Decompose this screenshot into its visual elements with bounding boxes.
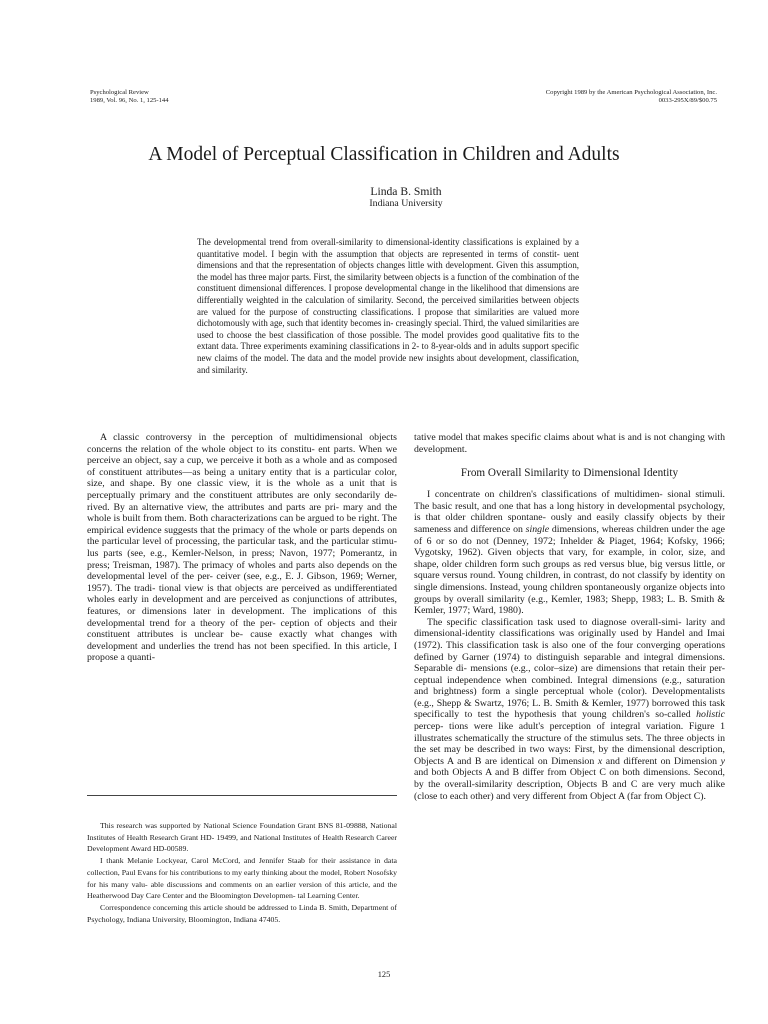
abstract-line: creasingly special. Third, the valued similarities are used to choose the best classification of those [197,318,579,340]
abstract-line: propose that similarities are valued more dichotomously with age, such that identity becomes in- [197,306,580,329]
italic-variable: y [720,755,725,767]
abstract-line: uent dimensions and that the representation of objects changes little with development. Given this [197,248,580,271]
footnote-divider [87,795,397,796]
abstract-line: perceived similarities between objects are valued for the purpose of constructing classifications. I [197,294,579,317]
italic-term: holistic [696,709,726,721]
correspondence-footnote: Correspondence concerning this article should be addressed to Linda B. Smith, Department of Psychology, Indiana University, Bloomington, Indiana 47405. [87,902,397,924]
journal-name: Psychological Review [90,89,149,96]
section-heading: From Overall Similarity to Dimensional Identity [460,467,679,480]
body-paragraph-1: I concentrate on children's classifications of multidimen- sional stimuli. The basic result, and one that has a long history in developmental psychology, is that older children spontane- ously and easily classify objects by their sameness and difference on single dimensions, whereas children under the age of 6 or so do not (Denney, 1972; Inhelder & Piaget, 1964; Kofsky, 1966; Vygotsky, 1962). Given objects that vary, for example, in color, size, and shape, older children form such groups as red versus blue, big versus little, or square versus round. Young children, in contrast, do not classify by identity on single dimensions. Instead, young children spontaneously organize objects into groups by overall similarity (e.g., Kemler, 1983; Shepp, 1983; L. B. Smith & Kemler, 1977; Ward, 1980). [414,489,726,617]
issn-line: 0033-295X/89/$00.75 [658,96,717,104]
author-name: Linda B. Smith [370,185,442,198]
italic-term: single [525,523,550,535]
funding-footnote: This research was supported by National Science Foundation Grant BNS 81-09888, National Institutes of Health Research Grant HD- 19499, and National Institutes of Health Research Career Development Award HD-00589. [87,821,398,854]
abstract-line: classifications in 2- to 8-year-olds and in adults support specific new claims of the model. The data [197,341,579,363]
italic-variable: x [597,755,603,767]
abstract-line: the combination of the constituent dimensional differences. I propose developmental change in the [197,271,580,294]
copyright-notice [470,89,717,104]
abstract-line: assumption, the model has three major parts. First, the similarity between objects is a function of [197,260,579,282]
abstract-line: The developmental trend from overall-similarity to dimensional-identity classifications is explained [197,237,560,247]
author-affiliation: Indiana University [369,198,443,209]
left-column [87,432,397,664]
acknowledgments-footnote: I thank Melanie Lockyear, Carol McCord, and Jennifer Staab for their assistance in data collection, Paul Evans for his contributions to my early thinking about the model, Robert Nosofsky for his many valu- able discussions and comments on an earlier version of this article, and the Heatherwood Day Care Center and the Bloomington Developmen- tal Learning Center. [87,856,397,901]
footnotes [87,820,397,925]
abstract-line: and the model provide new insights about development, classification, and similarity. [197,352,580,375]
right-column [414,432,725,802]
journal-citation [90,89,290,104]
body-paragraph-2: The specific classification task used to diagnose overall-simi- larity and dimensional-identity classifications was originally used by Handel and Imai (1972). This classification task is also one of the four converging operations defined by Garner (1974) to distinguish separable and integral dimensions. Separable di- mensions (e.g., color–size) are dimensions that retain their per- ceptual independence when combined. Integral dimensions (e.g., saturation and brightness) form a single perceptual whole (color). Developmentalists (e.g., Shepp & Swartz, 1976; L. B. Smith & Kemler, 1977) borrowed this task specifically to test the hypothesis that young children's so-called holistic percep- tions were like adult's perception of integral variation. Figure 1 illustrates schematically the structure of the stimulus sets. The three objects in the set may be described in two ways: First, by the dimensional description, Objects A and B are identical on Dimension x and different on Dimension y and both Objects A and B differ from Object C on both dimensions. Second, by the overall-similarity description, Objects B and C are very much alike (close to each other) and very different from Object A (far from Object C). [414,616,726,802]
intro-paragraph: A classic controversy in the perception of multidimensional objects concerns the relation of the whole object to its constitu- ent parts. When we perceive an object, say a cup, we perceive it both as a whole and as composed of constituent attributes—as being a unitary entity that is a particular color, size, and shape. By one classic view, it is the whole as a unit that is perceptually primary and the constituent attributes are only secondarily de- rived. By an alternative view, the attributes and parts are pri- mary and the whole is built from them. Both characterizations can be argued to be right. The empirical evidence suggests that the primacy of the whole or parts depends on the particular level of processing, the particular task, and the particular stimu- lus parts (see, e.g., Kemler-Nelson, in press; Navon, 1977; Pomerantz, in press; Treisman, 1987). The primacy of wholes and parts also depends on the developmental level of the per- ceiver (see, e.g., E. J. Gibson, 1969; Werner, 1957). The tradi- tional view is that objects are perceived as undifferentiated wholes early in development and are perceived as conjunctions of attributes, features, or dimensions later in development. The implications of this developmental trend for a theory of the per- ception of objects and their constituent attributes is unclear be- cause exactly what changes with development and underlies the trend has not been specified. In this article, I propose a quanti- [87,432,398,664]
journal-volume: 1989, Vol. 96, No. 1, 125-144 [90,96,169,104]
abstract [197,237,579,376]
continuation-paragraph: tative model that makes specific claims about what is and is not changing with development. [414,432,725,455]
page-number: 125 [377,970,391,979]
article-title: A Model of Perceptual Classification in Children and Adults [148,144,620,165]
abstract-line: likelihood that dimensions are differentially weighted in the calculation of similarity. Second, the [197,283,579,305]
copyright-line: Copyright 1989 by the American Psychological Association, Inc. [545,89,717,96]
abstract-line: by a quantitative model. I begin with the assumption that objects are represented in terms of constit- [197,237,579,259]
abstract-line: possible. The model provides good qualitative fits to the extant data. Three experiments examining [197,329,580,352]
